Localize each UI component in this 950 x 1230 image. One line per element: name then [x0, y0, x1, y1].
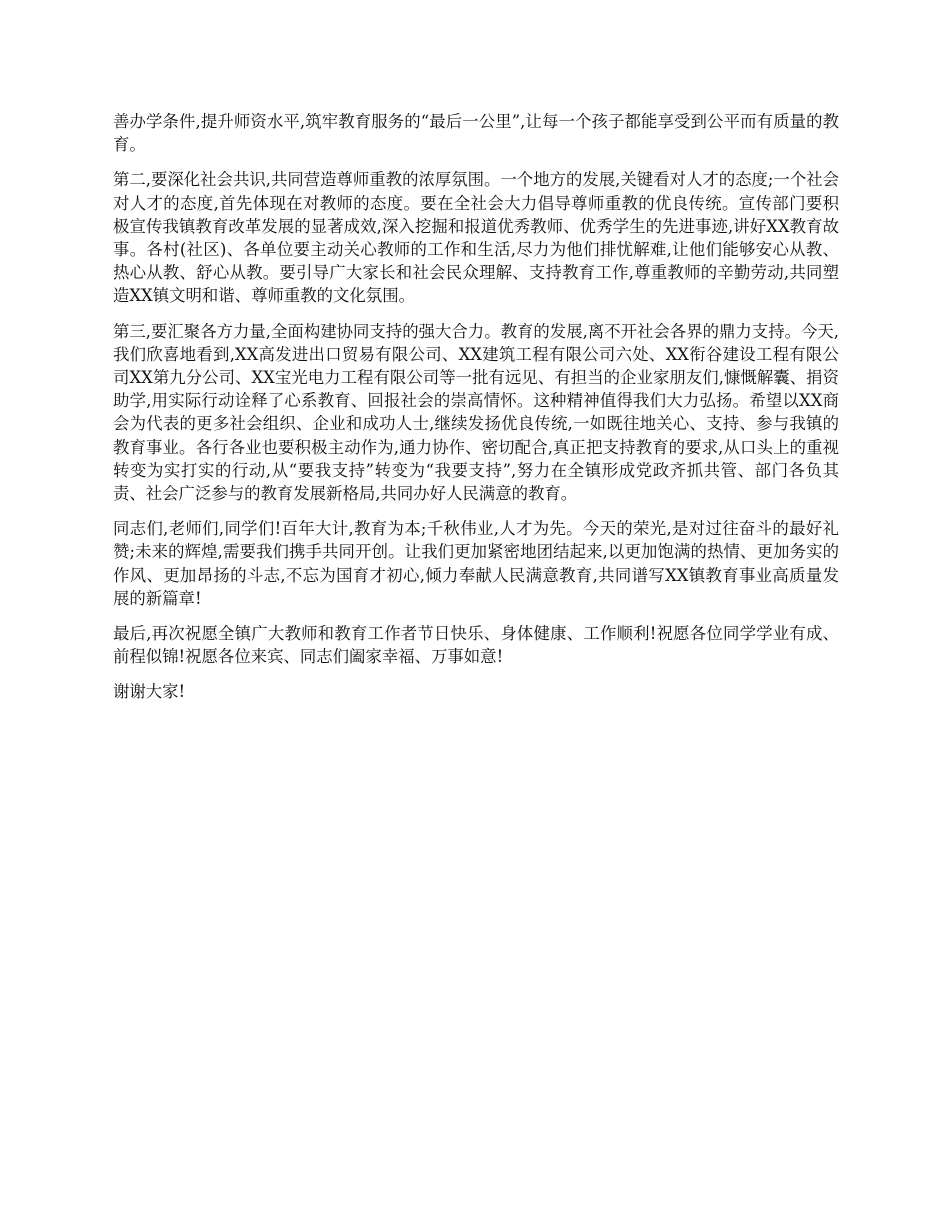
paragraph-second-point: 第二,要深化社会共识,共同营造尊师重教的浓厚氛围。一个地方的发展,关键看对人才的态度;一个社会对人才的态度,首先体现在对教师的态度。要在全社会大力倡导尊师重教的优良传统。宣传部门要积极宣传我镇教育改革发展的显著成效,深入挖掘和报道优秀教师、优秀学生的先进事迹,讲好XX教育故事。各村(社区)、各单位要主动关心教师的工作和生活,尽力为他们排忧解难,让他们能够安心从教、热心从教、舒心从教。要引导广大家长和社会民众理解、支持教育工作,尊重教师的辛勤劳动,共同塑造XX镇文明和谐、尊师重教的文化氛围。: [113, 170, 839, 306]
paragraph-wishes: 最后,再次祝愿全镇广大教师和教育工作者节日快乐、身体健康、工作顺利!祝愿各位同学学业有成、前程似锦!祝愿各位来宾、同志们阖家幸福、万事如意!: [113, 624, 839, 667]
paragraph-appeal: 同志们,老师们,同学们!百年大计,教育为本;千秋伟业,人才为先。今天的荣光,是对过往奋斗的最好礼赞;未来的辉煌,需要我们携手共同开创。让我们更加紧密地团结起来,以更加饱满的热情、更加务实的作风、更加昂扬的斗志,不忘为国育才初心,倾力奉献人民满意教育,共同谱写XX镇教育事业高质量发展的新篇章!: [113, 519, 839, 608]
document-body: [113, 110, 839, 716]
paragraph-continuation: 善办学条件,提升师资水平,筑牢教育服务的“最后一公里”,让每一个孩子都能享受到公平而有质量的教育。: [113, 112, 839, 155]
paragraph-thanks: 谢谢大家!: [113, 682, 186, 702]
paragraph-third-point: 第三,要汇聚各方力量,全面构建协同支持的强大合力。教育的发展,离不开社会各界的鼎力支持。今天,我们欣喜地看到,XX高发进出口贸易有限公司、XX建筑工程有限公司六处、XX衔谷建设工程有限公司XX第九分公司、XX宝光电力工程有限公司等一批有远见、有担当的企业家朋友们,慷慨解囊、捐资助学,用实际行动诠释了心系教育、回报社会的崇高情怀。这种精神值得我们大力弘扬。希望以XX商会为代表的更多社会组织、企业和成功人士,继续发扬优良传统,一如既往地关心、支持、参与我镇的教育事业。各行各业也要积极主动作为,通力协作、密切配合,真正把支持教育的要求,从口头上的重视转变为实打实的行动,从“要我支持”转变为“我要支持”,努力在全镇形成党政齐抓共管、部门各负其责、社会广泛参与的教育发展新格局,共同办好人民满意的教育。: [113, 321, 839, 504]
